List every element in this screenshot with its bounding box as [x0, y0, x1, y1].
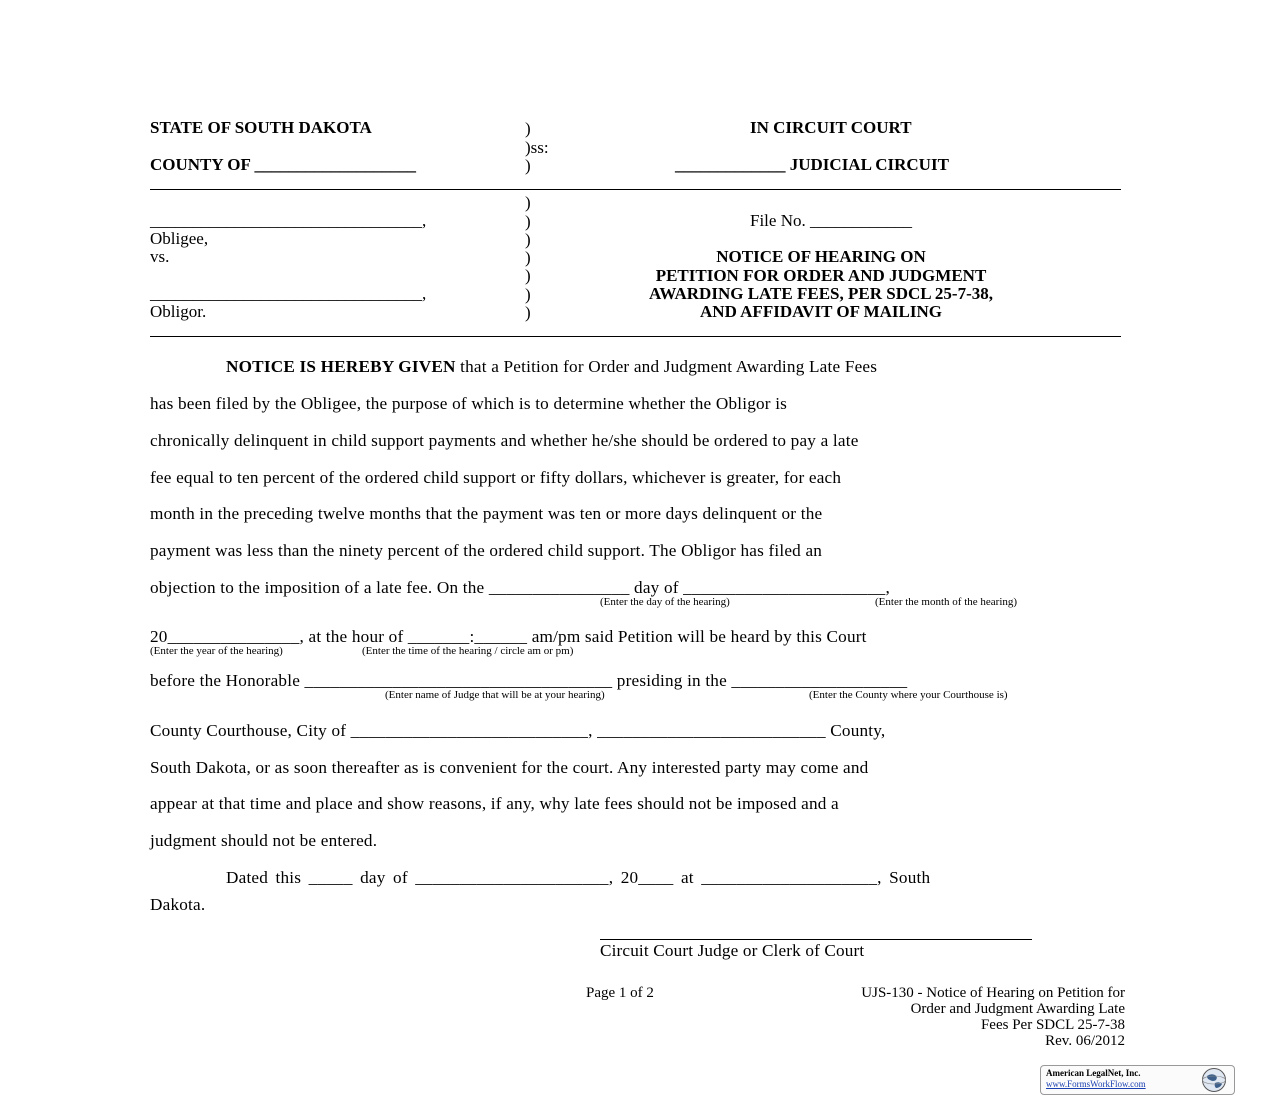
hint-day: (Enter the day of the hearing): [600, 596, 730, 608]
body-line-1: [226, 357, 877, 377]
body-line-6: payment was less than the ninety percent of the ordered child support. The Obligor has filed an: [150, 541, 823, 560]
obligee-label: Obligee,: [150, 229, 209, 248]
logo-name: American LegalNet, Inc.: [1046, 1068, 1141, 1078]
file-number: File No. ____________: [750, 211, 912, 230]
party-paren: ): [525, 285, 531, 304]
body-line-9: before the Honorable ___________________________________ presiding in the ____________________: [150, 671, 908, 690]
caption-ss: )ss:: [525, 138, 549, 157]
body-line-5: month in the preceding twelve months that the payment was ten or more days delinquent or the: [150, 504, 823, 523]
party-paren: ): [525, 193, 531, 212]
body-line-4: fee equal to ten percent of the ordered child support or fifty dollars, whichever is greater, for each: [150, 468, 842, 487]
obligor-line: ________________________________,: [150, 284, 427, 303]
body-line-7: objection to the imposition of a late fee. On the ________________ day of _______________________,: [150, 578, 890, 597]
body-line-10: County Courthouse, City of ___________________________, __________________________ County,: [150, 721, 886, 740]
hint-county: (Enter the County where your Courthouse is): [809, 689, 1008, 701]
county-label: COUNTY OF ___________________: [150, 155, 417, 174]
globe-icon: [1201, 1067, 1227, 1093]
vs-label: vs.: [150, 247, 170, 266]
dated-line: Dated this _____ day of ______________________, 20____ at ____________________, South: [226, 868, 931, 887]
hint-time: (Enter the time of the hearing / circle am or pm): [362, 645, 574, 657]
form-id-line-2: Order and Judgment Awarding Late: [910, 1001, 1125, 1017]
form-id-line-1: UJS-130 - Notice of Hearing on Petition for: [861, 985, 1125, 1001]
hint-month: (Enter the month of the hearing): [875, 596, 1018, 608]
form-id-line-3: Fees Per SDCL 25-7-38: [980, 1017, 1125, 1033]
body-line-8: 20_______________, at the hour of _______:______ am/pm said Petition will be heard by this Court: [150, 627, 867, 646]
title-line-4: AND AFFIDAVIT OF MAILING: [700, 302, 942, 321]
obligee-line: ________________________________,: [150, 211, 427, 230]
court-label: IN CIRCUIT COURT: [750, 118, 912, 137]
obligor-label: Obligor.: [150, 302, 207, 321]
caption-paren: ): [525, 156, 531, 175]
caption-paren: ): [525, 119, 531, 138]
title-line-1: NOTICE OF HEARING ON: [716, 247, 926, 266]
dated-line-2: Dakota.: [150, 895, 206, 914]
party-paren: ): [525, 230, 531, 249]
signature-label: Circuit Court Judge or Clerk of Court: [600, 941, 865, 960]
logo-url[interactable]: www.FormsWorkFlow.com: [1046, 1079, 1146, 1089]
body-line-2: has been filed by the Obligee, the purpose of which is to determine whether the Obligor is: [150, 394, 788, 413]
body-line-3: chronically delinquent in child support payments and whether he/she should be ordered to pay a late: [150, 431, 859, 450]
title-line-3: AWARDING LATE FEES, PER SDCL 25-7-38,: [649, 284, 993, 303]
page-number: Page 1 of 2: [586, 985, 654, 1001]
body-text: that a Petition for Order and Judgment Awarding Late Fees: [455, 357, 878, 376]
hint-year: (Enter the year of the hearing): [150, 645, 283, 657]
body-line-13: judgment should not be entered.: [150, 831, 378, 850]
hint-judge: (Enter name of Judge that will be at your hearing): [385, 689, 605, 701]
circuit-label: _____________ JUDICIAL CIRCUIT: [675, 155, 949, 174]
party-paren: ): [525, 303, 531, 322]
party-paren: ): [525, 212, 531, 231]
state-label: STATE OF SOUTH DAKOTA: [150, 118, 372, 137]
party-paren: ): [525, 266, 531, 285]
notice-lead: NOTICE IS HEREBY GIVEN: [226, 357, 456, 376]
divider-rule: [150, 189, 1121, 190]
divider-rule: [150, 336, 1121, 337]
signature-line: [600, 939, 1032, 940]
party-paren: ): [525, 248, 531, 267]
body-line-11: South Dakota, or as soon thereafter as is convenient for the court. Any interested party may come and: [150, 758, 869, 777]
form-revision: Rev. 06/2012: [1045, 1033, 1125, 1049]
title-line-2: PETITION FOR ORDER AND JUDGMENT: [655, 266, 987, 285]
body-line-12: appear at that time and place and show reasons, if any, why late fees should not be imposed and a: [150, 794, 839, 813]
legalnet-logo[interactable]: [1040, 1065, 1235, 1095]
